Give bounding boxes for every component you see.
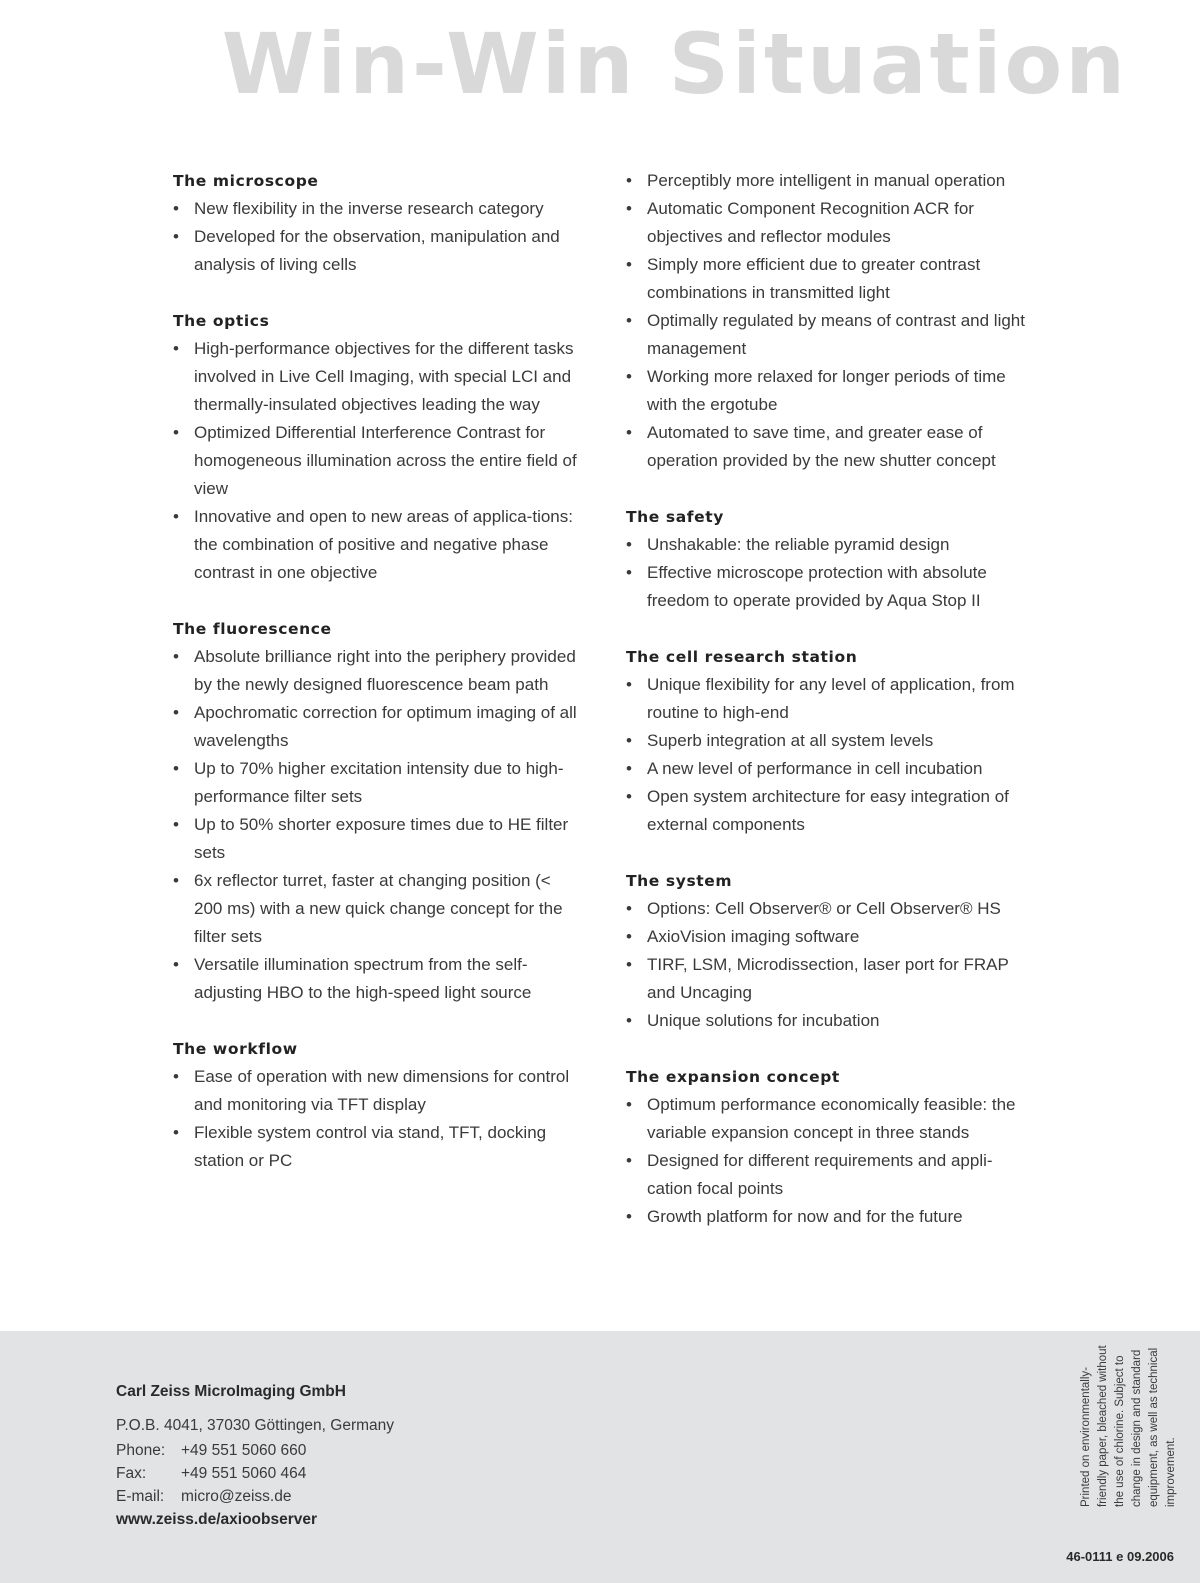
section	[173, 1035, 583, 1175]
left-column	[173, 167, 583, 1203]
bullet-list	[173, 195, 583, 279]
section-title: The expansion concept	[626, 1068, 840, 1086]
bullet-list	[626, 531, 1036, 615]
bullet-list	[173, 643, 583, 1007]
section	[626, 503, 1036, 615]
section	[626, 643, 1036, 839]
list-item: • Growth platform for now and for the future	[626, 1203, 1036, 1231]
footer	[0, 1331, 1200, 1583]
section	[173, 615, 583, 1007]
list-item: • Options: Cell Observer® or Cell Observer® HS	[626, 895, 1036, 923]
phone-label: Phone:	[116, 1442, 166, 1459]
fax-row	[116, 1462, 306, 1485]
phone-row	[116, 1439, 306, 1462]
list-item: • Effective microscope protection with absolute freedom to operate provided by Aqua Stop II	[626, 559, 1036, 615]
section-title: The workflow	[173, 1040, 298, 1058]
section	[626, 167, 1036, 475]
contact-block	[116, 1439, 306, 1508]
list-item: • Up to 50% shorter exposure times due to HE filter sets	[173, 811, 583, 867]
email-value[interactable]: micro@zeiss.de	[181, 1488, 292, 1505]
list-item: • Developed for the observation, manipulation and analysis of living cells	[173, 223, 583, 279]
right-column	[626, 167, 1036, 1259]
list-item: • Perceptibly more intelligent in manual operation	[626, 167, 1036, 195]
list-item: • Working more relaxed for longer periods of time with the ergotube	[626, 363, 1036, 419]
list-item: • Optimum performance economically feasible: the variable expansion concept in three stands	[626, 1091, 1036, 1147]
list-item: • Unshakable: the reliable pyramid design	[626, 531, 1036, 559]
section-title: The microscope	[173, 172, 319, 190]
list-item: • Automatic Component Recognition ACR for objectives and reflector modules	[626, 195, 1036, 251]
postal-address: P.O.B. 4041, 37030 Göttingen, Germany	[116, 1417, 395, 1434]
section-title: The fluorescence	[173, 620, 332, 638]
page-headline: Win-Win Situation	[221, 15, 1128, 113]
section-title: The safety	[626, 508, 724, 526]
list-item: • Simply more efficient due to greater contrast combinations in transmitted light	[626, 251, 1036, 307]
fax-value: +49 551 5060 464	[181, 1465, 307, 1482]
list-item: • A new level of performance in cell incubation	[626, 755, 1036, 783]
list-item: • Automated to save time, and greater ease of operation provided by the new shutter concept	[626, 419, 1036, 475]
list-item: • Innovative and open to new areas of applica-tions: the combination of positive and negative phase contrast in one objective	[173, 503, 583, 587]
fax-label: Fax:	[116, 1465, 147, 1482]
list-item: • Optimally regulated by means of contrast and light management	[626, 307, 1036, 363]
section-title: The cell research station	[626, 648, 858, 666]
list-item: • AxioVision imaging software	[626, 923, 1036, 951]
list-item: • Up to 70% higher excitation intensity due to high-performance filter sets	[173, 755, 583, 811]
list-item: • Designed for different requirements and appli-cation focal points	[626, 1147, 1036, 1203]
company-name: Carl Zeiss MicroImaging GmbH	[116, 1383, 346, 1400]
list-item: • Unique flexibility for any level of application, from routine to high-end	[626, 671, 1036, 727]
list-item: • 6x reflector turret, faster at changing position (< 200 ms) with a new quick change concept for the filter sets	[173, 867, 583, 951]
phone-value: +49 551 5060 660	[181, 1442, 307, 1459]
list-item: • New flexibility in the inverse research category	[173, 195, 583, 223]
email-label: E-mail:	[116, 1488, 165, 1505]
email-row	[116, 1485, 306, 1508]
bullet-list	[626, 1091, 1036, 1231]
website-link[interactable]: www.zeiss.de/axioobserver	[116, 1511, 318, 1528]
list-item: • Apochromatic correction for optimum imaging of all wavelengths	[173, 699, 583, 755]
bullet-list	[173, 1063, 583, 1175]
section	[626, 867, 1036, 1035]
section-title: The system	[626, 872, 733, 890]
list-item: • Versatile illumination spectrum from the self-adjusting HBO to the high-speed light source	[173, 951, 583, 1007]
bullet-list	[173, 335, 583, 587]
list-item: • Superb integration at all system levels	[626, 727, 1036, 755]
list-item: • Unique solutions for incubation	[626, 1007, 1036, 1035]
bullet-list	[626, 895, 1036, 1035]
printed-note: Printed on environmentally-friendly paper, bleached without the use of chlorine. Subject to change in design and standard equipment, as well as technical improvement.	[1080, 1345, 1177, 1507]
list-item: • Open system architecture for easy integration of external components	[626, 783, 1036, 839]
document-number: 46-0111 e 09.2006	[1066, 1549, 1174, 1564]
list-item: • Absolute brilliance right into the periphery provided by the newly designed fluorescence beam path	[173, 643, 583, 699]
section	[173, 167, 583, 279]
section	[626, 1063, 1036, 1231]
section-title: The optics	[173, 312, 270, 330]
list-item: • High-performance objectives for the different tasks involved in Live Cell Imaging, with special LCI and thermally-insulated objectives leading the way	[173, 335, 583, 419]
list-item: • TIRF, LSM, Microdissection, laser port for FRAP and Uncaging	[626, 951, 1036, 1007]
list-item: • Flexible system control via stand, TFT, docking station or PC	[173, 1119, 583, 1175]
list-item: • Ease of operation with new dimensions for control and monitoring via TFT display	[173, 1063, 583, 1119]
section	[173, 307, 583, 587]
bullet-list	[626, 671, 1036, 839]
list-item: • Optimized Differential Interference Contrast for homogeneous illumination across the entire field of view	[173, 419, 583, 503]
bullet-list	[626, 167, 1036, 475]
